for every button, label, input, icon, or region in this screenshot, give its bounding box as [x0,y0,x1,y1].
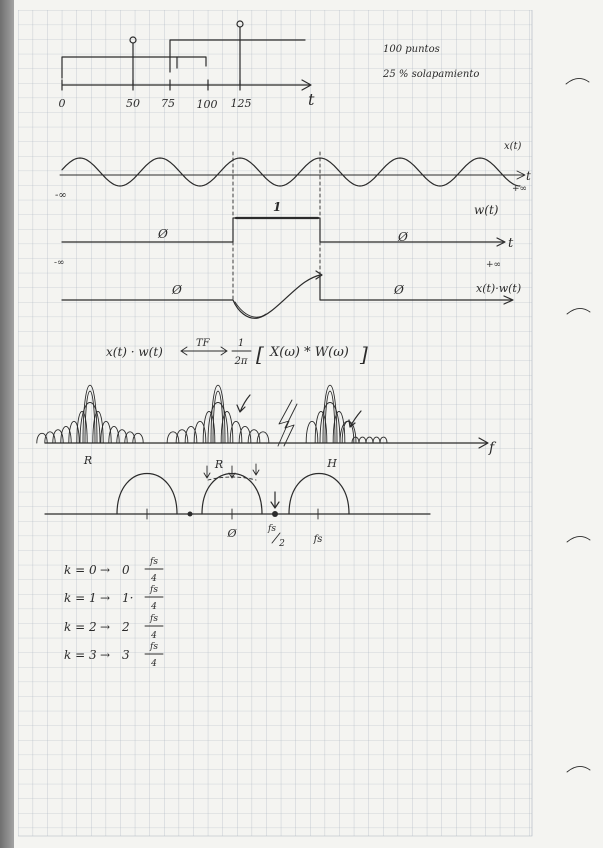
k-value: 1· [122,591,134,605]
minus-infinity-label: -∞ [54,258,65,268]
k-fraction-denominator: 4 [151,631,157,641]
close-bracket: ] [360,342,368,366]
plus-infinity-label: +∞ [486,260,502,270]
tick-label-0: 0 [58,97,66,110]
axis-dot [188,512,193,517]
note-overlap: 25 % solapamiento [383,69,480,80]
signal-x-label: x(t) [504,141,522,152]
k-arrow: → [100,620,111,634]
plus-infinity-label: +∞ [512,184,528,194]
tick-label-125: 125 [230,97,252,110]
k-fraction-numerator: fs [150,557,158,567]
spectrum-label-h: H [327,457,337,470]
zero-label: Ø [398,230,408,244]
open-bracket: [ [256,342,264,366]
k-fraction-numerator: fs [150,642,158,652]
zero-frequency-label: Ø [227,527,237,540]
k-index: k = 2 [64,620,97,634]
formula-lhs: x(t) · w(t) [106,345,163,359]
zero-label: Ø [158,227,168,241]
time-axis-label: t [308,90,315,109]
product-label: x(t)·w(t) [476,282,522,295]
replica-label-r: R [214,458,224,471]
k-fraction-denominator: 4 [151,574,157,584]
fraction-denominator: 2π [234,356,248,367]
k-fraction-numerator: fs [150,614,158,624]
tick-label-50: 50 [126,97,140,110]
k-fraction-denominator: 4 [151,659,157,669]
k-value: 3 [122,648,130,662]
transform-label: TF [196,338,210,349]
window-amplitude-label: 1 [273,200,282,214]
half-fs-numerator: fs [268,524,276,534]
k-value: 2 [122,620,130,634]
window-w-axis-label: t [508,236,514,251]
zero-label: Ø [172,283,182,297]
tick-label-75: 75 [161,97,175,110]
spectrum-label-r: R [83,454,93,467]
k-arrow: → [100,563,111,577]
half-fs-denominator: 2 [279,539,285,549]
binding-strip [0,0,14,848]
note-points: 100 puntos [383,44,440,55]
axis-dot [272,511,278,517]
window-w-label: w(t) [474,203,499,217]
formula-rhs: X(ω) * W(ω) [270,345,349,360]
zero-label: Ø [394,283,404,297]
k-fraction-denominator: 4 [151,602,157,612]
k-index: k = 1 [64,591,97,605]
k-arrow: → [100,591,111,605]
k-value: 0 [122,563,130,577]
minus-infinity-label: -∞ [55,190,67,201]
fs-label: fs [313,534,323,545]
tick-label-100: 100 [196,98,218,111]
k-arrow: → [100,648,111,662]
k-index: k = 3 [64,648,97,662]
k-fraction-numerator: fs [150,585,158,595]
signal-x-axis-label: t [526,169,531,183]
k-index: k = 0 [64,563,97,577]
fraction-numerator: 1 [237,338,245,349]
frequency-axis-label: f [489,440,495,456]
